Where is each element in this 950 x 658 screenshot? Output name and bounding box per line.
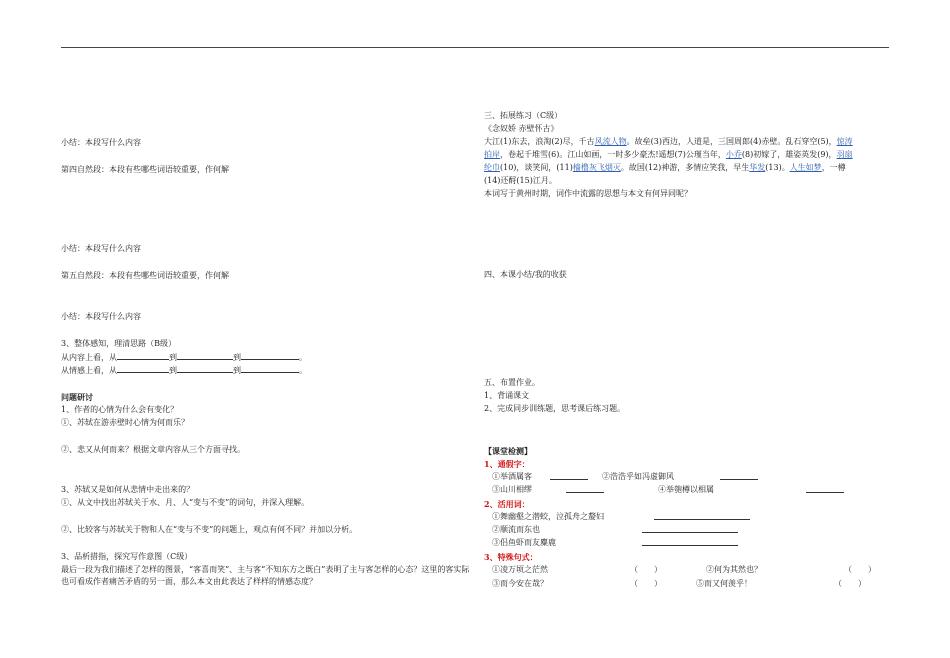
sec3-paren-4[interactable]: （ ） — [834, 579, 866, 588]
poem-text: 大江(1)东去，浪淘(2)尽，千古 — [484, 137, 595, 146]
emotion-blank-2[interactable] — [177, 364, 233, 373]
sec3-item-3: ③而今安在哉？ — [492, 579, 548, 588]
content-blank-2[interactable] — [177, 351, 233, 360]
period: 。 — [299, 366, 307, 375]
summary-2: 小结：本段写什么内容 — [61, 244, 141, 253]
emotion-blank-3[interactable] — [241, 364, 299, 373]
sec2-item-2: ②顺流而东也 — [492, 525, 540, 534]
content-blank-1[interactable] — [117, 351, 169, 360]
poem-text: (8)初嫁了，雄姿英发(9)， — [741, 150, 837, 159]
question-3a: ①、从文中找出苏轼关于水、月、人“变与不变”的词句，并深入理解。 — [61, 498, 310, 507]
poem-link[interactable]: 惊涛 — [836, 137, 853, 146]
question-1: 1、作者的心情为什么会有变化？ — [61, 405, 179, 414]
section-1-title: 1、通假字： — [484, 459, 530, 469]
homework-title: 五、布置作业。 — [484, 378, 540, 387]
poem-link[interactable]: 小乔 — [725, 150, 742, 159]
sec3-paren-2[interactable]: （ ） — [844, 565, 876, 574]
sec3-item-2: ②何为其然也？ — [706, 565, 762, 574]
emotion-prefix: 从情感上看，从 — [61, 366, 117, 375]
sec1-blank-2[interactable] — [720, 471, 758, 480]
sec1-item-3: ③山川相缪 — [492, 485, 532, 494]
question-3: 3、苏轼又是如何从悲情中走出来的？ — [61, 485, 195, 494]
to-label: 到 — [169, 366, 177, 375]
to-label: 到 — [233, 366, 241, 375]
poem-link[interactable]: 华发 — [749, 163, 766, 172]
analysis-title: 3、品析措指，探究写作意图（C级） — [61, 552, 193, 561]
homework-1: 1、背诵课文 — [484, 391, 530, 400]
summary-title: 四、本课小结/我的收获 — [484, 270, 567, 279]
sec2-item-1: ①舞幽壑之潜蛟，泣孤舟之嫠妇 — [492, 512, 604, 521]
poem-line-3 — [484, 162, 846, 174]
poem-text: 。故垒(3)西边，人道是，三国周郎(4)赤壁。乱石穿空(5)， — [626, 137, 837, 146]
sec2-blank-2[interactable] — [642, 524, 738, 533]
content-blank-3[interactable] — [241, 351, 299, 360]
check-title: 【课堂检测】 — [484, 446, 532, 456]
poem-link[interactable]: 拍岸 — [484, 150, 500, 159]
emotion-line — [61, 364, 307, 377]
poem-question: 本词写于黄州时期，词作中流露的思想与本文有何异同呢？ — [484, 189, 692, 198]
sec1-blank-1[interactable] — [550, 471, 588, 480]
sec2-blank-3[interactable] — [642, 537, 738, 546]
poem-text: (13)。 — [765, 163, 790, 172]
poem-link[interactable]: 人生如梦 — [789, 163, 822, 172]
sec1-blank-3[interactable] — [566, 484, 604, 493]
homework-2: 2、完成同步训练题，思考课后练习题。 — [484, 404, 626, 413]
poem-line-2 — [484, 149, 853, 161]
sec2-item-3: ③侣鱼虾而友麋鹿 — [492, 538, 556, 547]
section-2-title: 2、活用词： — [484, 499, 530, 509]
to-label: 到 — [169, 353, 177, 362]
summary-3: 小结：本段写什么内容 — [61, 312, 141, 321]
sec3-item-1: ①凌万顷之茫然 — [492, 565, 548, 574]
sec3-item-4: ⑤而又何羡乎！ — [696, 579, 752, 588]
para-4-prompt: 第四自然段：本段有些哪些词语较重要，作何解 — [61, 165, 229, 174]
content-prefix: 从内容上看，从 — [61, 353, 117, 362]
sec1-item-2: ②浩浩乎如冯虚御风 — [602, 472, 674, 481]
poem-text: 。故国(12)神游，多情应笑我，早生 — [620, 163, 750, 172]
poem-link[interactable]: 风流人物 — [594, 137, 627, 146]
poem-title: 《念奴娇 赤壁怀古》 — [484, 124, 559, 133]
question-3b: ②、比较客与苏轼关于物和人在“变与不变”的问题上，观点有何不同？并加以分析。 — [61, 525, 358, 534]
sec3-paren-1[interactable]: （ ） — [630, 565, 662, 574]
analysis-text: 最后一段为我们描述了怎样的图景，“客喜而笑”、主与客“不知东方之既白”表明了主与客怎样的心态？这里的客实际也可看成作者痛苦矛盾的另一面，那么本文由此表达了样样的情感态度？ — [61, 565, 470, 586]
poem-text: ，一樽 — [821, 163, 846, 172]
sec1-item-4: ④举匏樽以相属 — [658, 485, 714, 494]
sec2-blank-1[interactable] — [654, 511, 750, 520]
header-rule — [61, 47, 889, 48]
overall-title: 3、整体感知，理清思路（B级） — [61, 339, 176, 348]
to-label: 到 — [233, 353, 241, 362]
extension-title: 三、拓展练习（C级） — [484, 111, 563, 120]
period: 。 — [299, 353, 307, 362]
section-3-title: 3、特殊句式： — [484, 552, 538, 562]
poem-text: ，卷起千堆雪(6)。江山如画，一时多少豪杰!遥想(7)公瑾当年， — [500, 150, 726, 159]
question-1a: ①、苏轼在游赤壁时心情为何而乐？ — [61, 418, 189, 427]
poem-link[interactable]: 纶巾 — [484, 163, 500, 172]
content-line — [61, 351, 307, 364]
poem-link[interactable]: 樯橹灰飞烟灭 — [572, 163, 621, 172]
poem-link[interactable]: 羽扇 — [836, 150, 853, 159]
sec3-paren-3[interactable]: （ ） — [630, 579, 662, 588]
sec1-blank-4[interactable] — [806, 484, 844, 493]
poem-text: (10)，谈笑间，(11) — [500, 163, 573, 172]
sec1-item-1: ①举酒属客 — [492, 472, 532, 481]
summary-1: 小结：本段写什么内容 — [61, 138, 141, 147]
poem-line-1 — [484, 136, 853, 148]
poem-line-4: (14)还酹(15)江月。 — [484, 176, 557, 185]
question-1b: ②、悲又从何而来？根据文章内容从三个方面寻找。 — [61, 445, 245, 454]
questions-title: 问题研讨 — [61, 392, 93, 402]
emotion-blank-1[interactable] — [117, 364, 169, 373]
para-5-prompt: 第五自然段：本段有些哪些词语较重要，作何解 — [61, 271, 229, 280]
